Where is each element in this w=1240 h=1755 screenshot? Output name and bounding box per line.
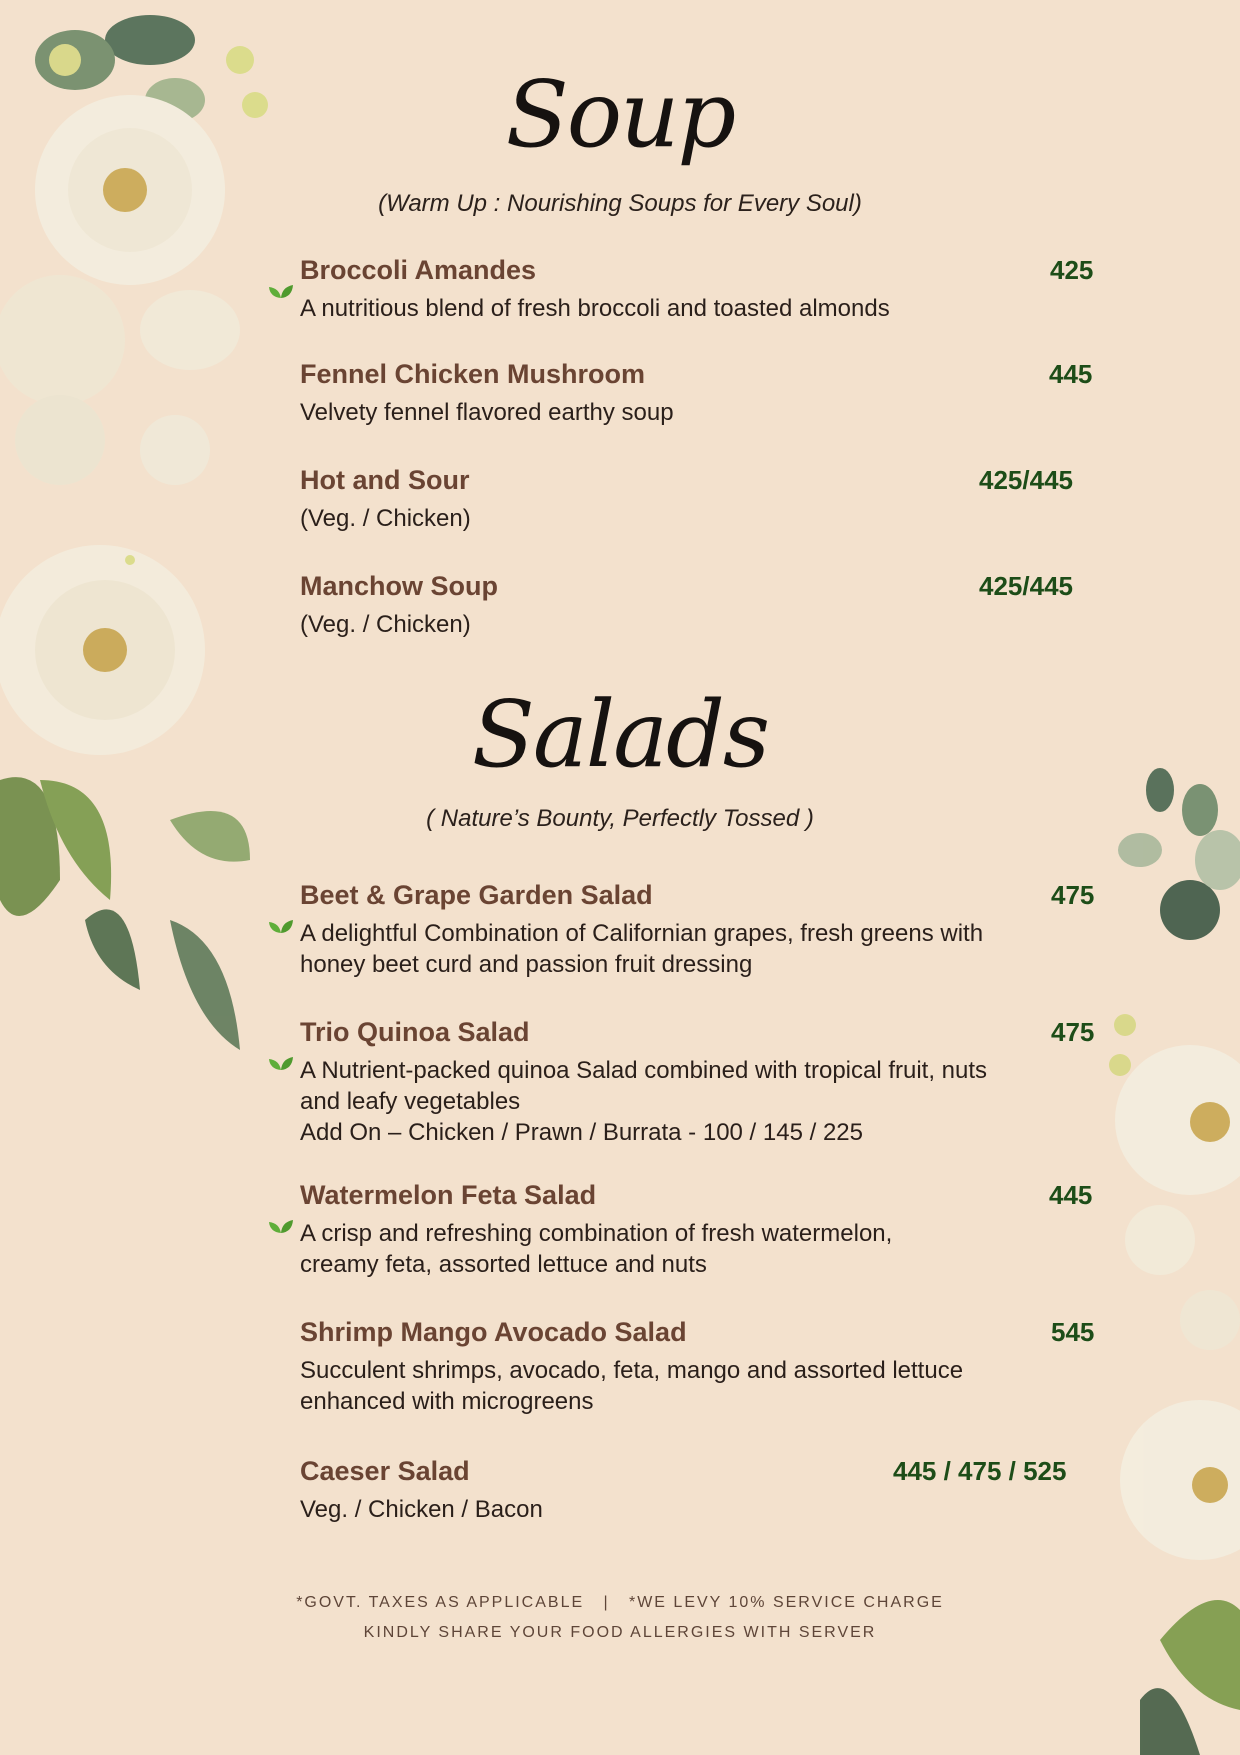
item-name: Broccoli Amandes: [300, 255, 537, 285]
menu-item: [300, 253, 1100, 324]
menu-item: [300, 1015, 1100, 1148]
item-description-line: Succulent shrimps, avocado, feta, mango and assorted lettuce: [300, 1357, 964, 1384]
section-subtitle-soup: (Warm Up : Nourishing Soups for Every Soul): [378, 190, 862, 217]
item-addon-line: Add On – Chicken / Prawn / Burrata - 100 / 145 / 225: [300, 1119, 863, 1146]
item-name: Hot and Sour: [300, 465, 470, 495]
item-price: 545: [1051, 1317, 1095, 1347]
veg-leaf-icon: [268, 1055, 294, 1071]
item-description-line: honey beet curd and passion fruit dressing: [300, 951, 753, 978]
item-price: 445 / 475 / 525: [893, 1456, 1067, 1486]
item-description: [300, 1218, 1100, 1280]
item-description: Veg. / Chicken / Bacon: [300, 1496, 543, 1523]
item-price: 445: [1049, 359, 1093, 389]
item-price: 475: [1051, 880, 1095, 910]
item-description-line: enhanced with microgreens: [300, 1388, 594, 1415]
item-price: 425: [1050, 255, 1094, 285]
item-description: (Veg. / Chicken): [300, 505, 471, 532]
item-description: [300, 1055, 1100, 1148]
menu-item: [300, 1315, 1100, 1417]
section-title-soup: Soup: [505, 61, 735, 168]
menu-item: [300, 357, 1100, 428]
item-description: [300, 918, 1100, 980]
menu-item: [300, 1178, 1100, 1280]
menu-item: [300, 878, 1100, 980]
item-description: Velvety fennel flavored earthy soup: [300, 399, 674, 426]
footer-allergies-note: KINDLY SHARE YOUR FOOD ALLERGIES WITH SERVER: [363, 1624, 877, 1641]
item-description-line: A crisp and refreshing combination of fresh watermelon,: [300, 1220, 893, 1247]
item-name: Fennel Chicken Mushroom: [300, 359, 646, 389]
item-price: 445: [1049, 1180, 1093, 1210]
item-name: Caeser Salad: [300, 1456, 470, 1486]
item-name: Beet & Grape Garden Salad: [300, 880, 653, 910]
item-price: 475: [1051, 1017, 1095, 1047]
veg-leaf-icon: [268, 283, 294, 299]
item-description-line: A Nutrient-packed quinoa Salad combined with tropical fruit, nuts: [300, 1057, 988, 1084]
footer-taxes-note: *GOVT. TAXES AS APPLICABLE | *WE LEVY 10% SERVICE CHARGE: [296, 1594, 944, 1611]
veg-leaf-icon: [268, 918, 294, 934]
item-name: Watermelon Feta Salad: [300, 1180, 597, 1210]
section-subtitle-salads: ( Nature’s Bounty, Perfectly Tossed ): [426, 805, 814, 832]
item-name: Shrimp Mango Avocado Salad: [300, 1317, 687, 1347]
veg-leaf-icon: [268, 1218, 294, 1234]
item-name: Trio Quinoa Salad: [300, 1017, 530, 1047]
item-description-line: A delightful Combination of Californian grapes, fresh greens with: [300, 920, 984, 947]
item-description-line: creamy feta, assorted lettuce and nuts: [300, 1251, 707, 1278]
item-description: [300, 1355, 1100, 1417]
section-title-salads: Salads: [471, 681, 769, 788]
item-description: (Veg. / Chicken): [300, 611, 471, 638]
item-price: 425/445: [979, 571, 1073, 601]
item-description-line: and leafy vegetables: [300, 1088, 521, 1115]
item-description: A nutritious blend of fresh broccoli and toasted almonds: [300, 295, 890, 322]
item-price: 425/445: [979, 465, 1073, 495]
item-name: Manchow Soup: [300, 571, 498, 601]
menu-item: [300, 569, 1100, 640]
menu-item: [300, 1454, 1100, 1525]
menu-item: [300, 463, 1100, 534]
